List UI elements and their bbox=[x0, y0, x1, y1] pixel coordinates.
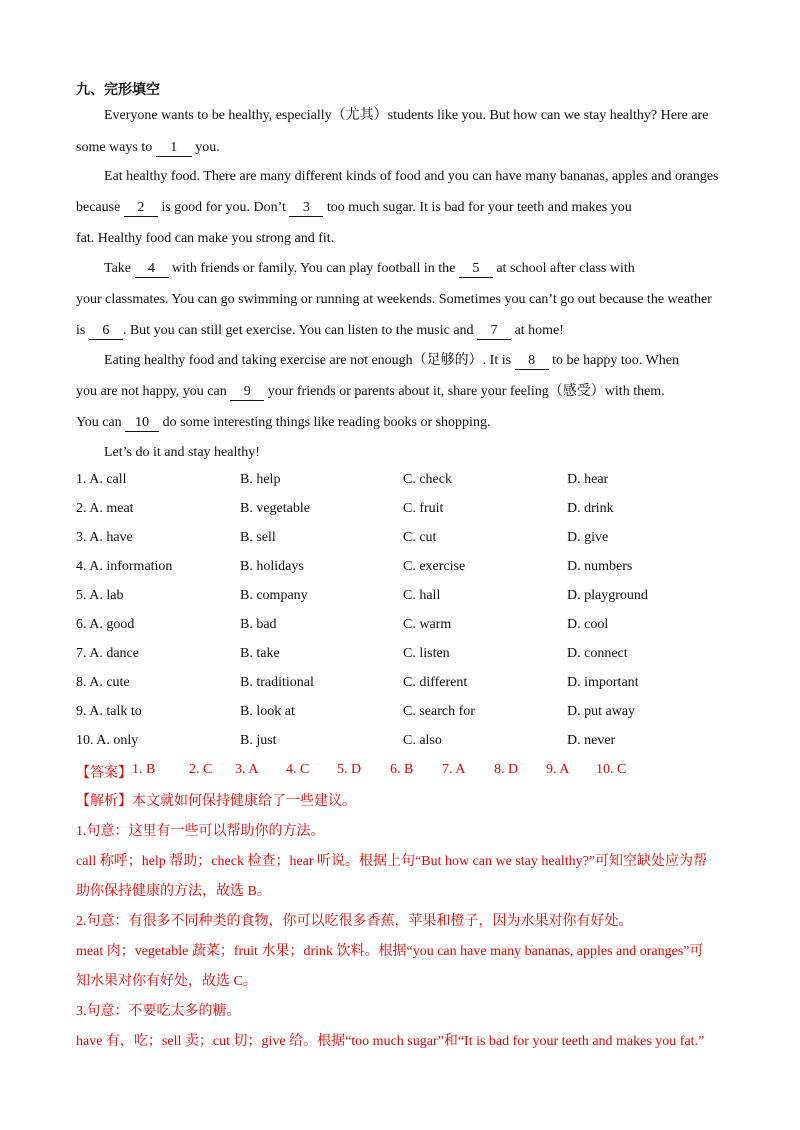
passage-line-4 bbox=[76, 198, 736, 218]
answer-label: 【答案】 bbox=[76, 766, 132, 781]
passage-text: . But you can still get exercise. You can listen to the music and bbox=[122, 323, 478, 338]
passage-line-1 bbox=[104, 106, 764, 126]
option-a: 6. A. good bbox=[76, 617, 135, 632]
option-c: C. fruit bbox=[403, 501, 444, 516]
passage-line-7 bbox=[76, 290, 736, 310]
passage-text: at home! bbox=[511, 323, 564, 338]
passage-text: at school after class with bbox=[492, 261, 635, 276]
passage-line-8 bbox=[76, 321, 736, 341]
passage-text: your friends or parents about it, share your feeling（感受）with them. bbox=[264, 384, 665, 399]
passage-text: your classmates. You can go swimming or running at weekends. Sometimes you can’t go out because the weather bbox=[76, 292, 712, 307]
passage-text: Take bbox=[104, 261, 135, 276]
analysis-line: 1.句意：这里有一些可以帮助你的方法。 bbox=[76, 824, 325, 839]
question-options-8 bbox=[76, 675, 736, 695]
analysis-line: call 称呼；help 帮助；check 检查；hear 听说。根据上句“But how can we stay healthy?”可知空缺处应为帮 bbox=[76, 854, 708, 869]
answer-item: 1. B bbox=[132, 762, 156, 777]
blank-5: 5 bbox=[459, 261, 493, 278]
option-b: B. just bbox=[240, 733, 277, 748]
question-options-3 bbox=[76, 530, 736, 550]
passage-text: to be happy too. When bbox=[548, 353, 679, 368]
passage-text: because bbox=[76, 200, 124, 215]
option-a: 2. A. meat bbox=[76, 501, 134, 516]
passage-text: Let’s do it and stay healthy! bbox=[104, 445, 260, 460]
answer-item: 3. A bbox=[235, 762, 259, 777]
option-a: 3. A. have bbox=[76, 530, 133, 545]
option-d: D. give bbox=[567, 530, 609, 545]
passage-text: with friends or family. You can play football in the bbox=[168, 261, 459, 276]
passage-line-11 bbox=[76, 413, 736, 433]
passage-line-3 bbox=[104, 167, 764, 187]
passage-line-12 bbox=[104, 443, 764, 463]
option-c: C. check bbox=[403, 472, 452, 487]
option-d: D. important bbox=[567, 675, 639, 690]
question-options-2 bbox=[76, 501, 736, 521]
option-a: 10. A. only bbox=[76, 733, 139, 748]
passage-line-6 bbox=[104, 259, 764, 279]
option-d: D. hear bbox=[567, 472, 609, 487]
option-b: B. traditional bbox=[240, 675, 314, 690]
option-a: 9. A. talk to bbox=[76, 704, 142, 719]
question-options-1 bbox=[76, 472, 736, 492]
passage-text: You can bbox=[76, 415, 126, 430]
passage-text: some ways to bbox=[76, 140, 156, 155]
passage-text: is bbox=[76, 323, 89, 338]
analysis-line: meat 肉；vegetable 蔬菜；fruit 水果；drink 饮料。根据“you can have many bananas, apples and oranges”可 bbox=[76, 944, 704, 959]
analysis-line: 3.句意：不要吃太多的糖。 bbox=[76, 1004, 241, 1019]
option-a: 7. A. dance bbox=[76, 646, 139, 661]
blank-9: 9 bbox=[230, 384, 264, 401]
answer-item: 9. A bbox=[546, 762, 570, 777]
question-options-7 bbox=[76, 646, 736, 666]
option-b: B. bad bbox=[240, 617, 277, 632]
option-c: C. cut bbox=[403, 530, 437, 545]
option-b: B. sell bbox=[240, 530, 276, 545]
passage-line-2 bbox=[76, 138, 736, 158]
question-options-6 bbox=[76, 617, 736, 637]
blank-10: 10 bbox=[125, 415, 159, 432]
passage-text: too much sugar. It is bad for your teeth and makes you bbox=[323, 200, 632, 215]
option-a: 5. A. lab bbox=[76, 588, 124, 603]
blank-2: 2 bbox=[124, 200, 158, 217]
option-d: D. drink bbox=[567, 501, 614, 516]
passage-text: you. bbox=[191, 140, 220, 155]
option-c: C. listen bbox=[403, 646, 450, 661]
option-d: D. never bbox=[567, 733, 616, 748]
option-c: C. different bbox=[403, 675, 468, 690]
passage-text: is good for you. Don’t bbox=[157, 200, 290, 215]
passage-text: you are not happy, you can bbox=[76, 384, 231, 399]
blank-4: 4 bbox=[135, 261, 169, 278]
option-b: B. vegetable bbox=[240, 501, 310, 516]
question-options-9 bbox=[76, 704, 736, 724]
section-title: 九、完形填空 bbox=[76, 83, 160, 98]
answer-item: 2. C bbox=[189, 762, 213, 777]
option-d: D. put away bbox=[567, 704, 636, 719]
passage-text: Eat healthy food. There are many different kinds of food and you can have many bananas, apples and oranges bbox=[104, 169, 719, 184]
analysis-line: 助你保持健康的方法，故选 B。 bbox=[76, 884, 271, 899]
option-a: 8. A. cute bbox=[76, 675, 130, 690]
passage-line-10 bbox=[76, 382, 736, 402]
answer-item: 5. D bbox=[337, 762, 362, 777]
analysis-line: 知水果对你有好处，故选 C。 bbox=[76, 974, 257, 989]
option-d: D. connect bbox=[567, 646, 628, 661]
blank-1: 1 bbox=[156, 140, 192, 157]
passage-line-5 bbox=[76, 229, 736, 249]
question-options-4 bbox=[76, 559, 736, 579]
question-options-5 bbox=[76, 588, 736, 608]
option-d: D. cool bbox=[567, 617, 609, 632]
option-d: D. playground bbox=[567, 588, 648, 603]
blank-7: 7 bbox=[477, 323, 511, 340]
option-c: C. also bbox=[403, 733, 442, 748]
blank-8: 8 bbox=[515, 353, 549, 370]
option-d: D. numbers bbox=[567, 559, 633, 574]
answer-item: 6. B bbox=[390, 762, 414, 777]
passage-text: do some interesting things like reading books or shopping. bbox=[159, 415, 491, 430]
option-c: C. hall bbox=[403, 588, 441, 603]
passage-line-9 bbox=[104, 351, 764, 371]
question-options-10 bbox=[76, 733, 736, 753]
passage-text: fat. Healthy food can make you strong and fit. bbox=[76, 231, 335, 246]
option-b: B. look at bbox=[240, 704, 295, 719]
option-b: B. take bbox=[240, 646, 280, 661]
answer-item: 8. D bbox=[494, 762, 519, 777]
answer-item: 4. C bbox=[286, 762, 310, 777]
option-c: C. exercise bbox=[403, 559, 466, 574]
analysis-intro: 【解析】本文就如何保持健康给了一些建议。 bbox=[76, 794, 356, 809]
option-c: C. search for bbox=[403, 704, 475, 719]
passage-text: Eating healthy food and taking exercise are not enough（足够的）. It is bbox=[104, 353, 515, 368]
passage-text: Everyone wants to be healthy, especially（尤其）students like you. But how can we stay healthy? Here are bbox=[104, 108, 709, 123]
analysis-line: 2.句意：有很多不同种类的食物，你可以吃很多香蕉，苹果和橙子，因为水果对你有好处。 bbox=[76, 914, 633, 929]
blank-6: 6 bbox=[89, 323, 123, 340]
option-a: 1. A. call bbox=[76, 472, 127, 487]
option-b: B. company bbox=[240, 588, 308, 603]
answer-item: 7. A bbox=[442, 762, 466, 777]
analysis-line: have 有，吃；sell 卖；cut 切；give 给。根据“too much sugar”和“It is bad for your teeth and makes you fat.” bbox=[76, 1034, 705, 1049]
answer-item: 10. C bbox=[596, 762, 627, 777]
option-b: B. holidays bbox=[240, 559, 304, 574]
blank-3: 3 bbox=[289, 200, 323, 217]
option-c: C. warm bbox=[403, 617, 452, 632]
option-a: 4. A. information bbox=[76, 559, 173, 574]
option-b: B. help bbox=[240, 472, 281, 487]
